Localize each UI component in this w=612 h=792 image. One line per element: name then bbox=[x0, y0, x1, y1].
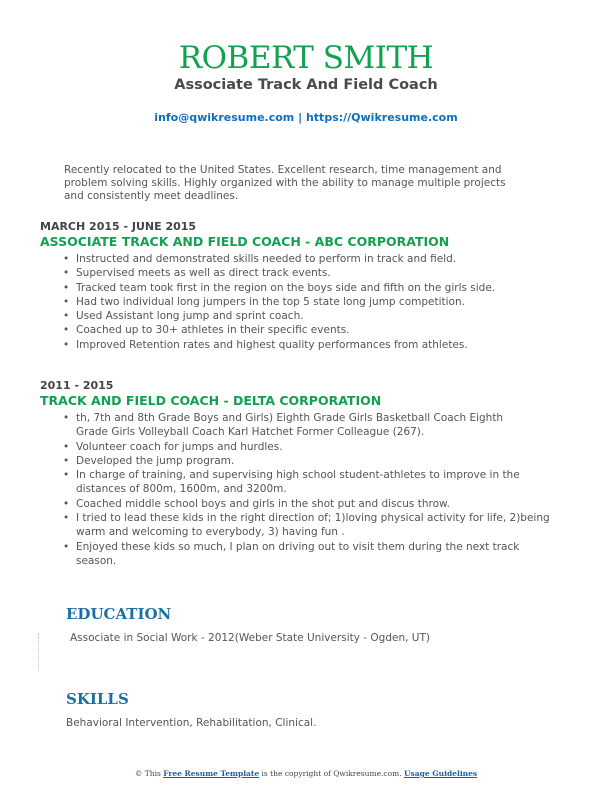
job-title: Associate Track And Field Coach bbox=[174, 77, 438, 93]
job-heading: ASSOCIATE TRACK AND FIELD COACH - ABC CORPORATION bbox=[40, 234, 450, 249]
job-dates: 2011 - 2015 bbox=[40, 379, 114, 392]
job-heading: TRACK AND FIELD COACH - DELTA CORPORATION bbox=[40, 393, 382, 408]
bullet: • Supervised meets as well as direct track events. bbox=[40, 266, 560, 280]
bullet: • Instructed and demonstrated skills needed to perform in track and field. bbox=[40, 252, 560, 266]
bullet: • Had two individual long jumpers in the top 5 state long jump competition. bbox=[40, 295, 560, 309]
job-entry bbox=[40, 379, 560, 568]
education-heading: EDUCATION bbox=[66, 605, 172, 623]
job-bullets bbox=[40, 252, 560, 352]
bullet: • Coached middle school boys and girls in the shot put and discus throw. bbox=[40, 497, 560, 511]
summary: Recently relocated to the United States. Excellent research, time management and problem solving skills. Highly organized with the ability to manage multiple projects and consistently meet deadlines. bbox=[64, 164, 506, 202]
bullet: • I tried to lead these kids in the right direction of; 1)loving physical activity for life, 2)being warm and welcoming to everybody, 3) having fun . bbox=[40, 511, 560, 540]
separator: | bbox=[294, 111, 306, 124]
candidate-name: ROBERT SMITH bbox=[178, 40, 434, 76]
email-link[interactable]: info@qwikresume.com bbox=[154, 111, 295, 124]
bullet: • Volunteer coach for jumps and hurdles. bbox=[40, 440, 560, 454]
job-bullets bbox=[40, 411, 560, 568]
contact-line bbox=[0, 111, 612, 124]
usage-guidelines-link[interactable]: Usage Guidelines bbox=[404, 769, 478, 778]
skills-heading: SKILLS bbox=[66, 690, 129, 708]
bullet: • Developed the jump program. bbox=[40, 454, 560, 468]
free-template-link[interactable]: Free Resume Template bbox=[163, 769, 260, 778]
bullet: • Coached up to 30+ athletes in their specific events. bbox=[40, 323, 560, 337]
bullet: • Enjoyed these kids so much, I plan on driving out to visit them during the next track season. bbox=[40, 540, 560, 569]
education-text: Associate in Social Work - 2012(Weber State University - Ogden, UT) bbox=[70, 632, 430, 644]
footer-text: © This bbox=[134, 769, 164, 778]
job-entry bbox=[40, 220, 560, 352]
skills-text: Behavioral Intervention, Rehabilitation, Clinical. bbox=[66, 717, 317, 729]
bullet: • Used Assistant long jump and sprint coach. bbox=[40, 309, 560, 323]
footer bbox=[0, 769, 612, 778]
bullet: • Tracked team took first in the region on the boys side and fifth on the girls side. bbox=[40, 281, 560, 295]
divider bbox=[38, 633, 39, 671]
bullet: • In charge of training, and supervising high school student-athletes to improve in the distances of 800m, 1600m, and 3200m. bbox=[40, 468, 560, 497]
website-link[interactable]: https://Qwikresume.com bbox=[305, 111, 458, 124]
bullet: • th, 7th and 8th Grade Boys and Girls) Eighth Grade Girls Basketball Coach Eighth Grade Girls Volleyball Coach Karl Hatchet Former Colleague (267). bbox=[40, 411, 560, 440]
bullet: • Improved Retention rates and highest quality performances from athletes. bbox=[40, 338, 560, 352]
job-dates: MARCH 2015 - JUNE 2015 bbox=[40, 220, 197, 233]
footer-text: is the copyright of Qwikresume.com. bbox=[259, 769, 405, 778]
